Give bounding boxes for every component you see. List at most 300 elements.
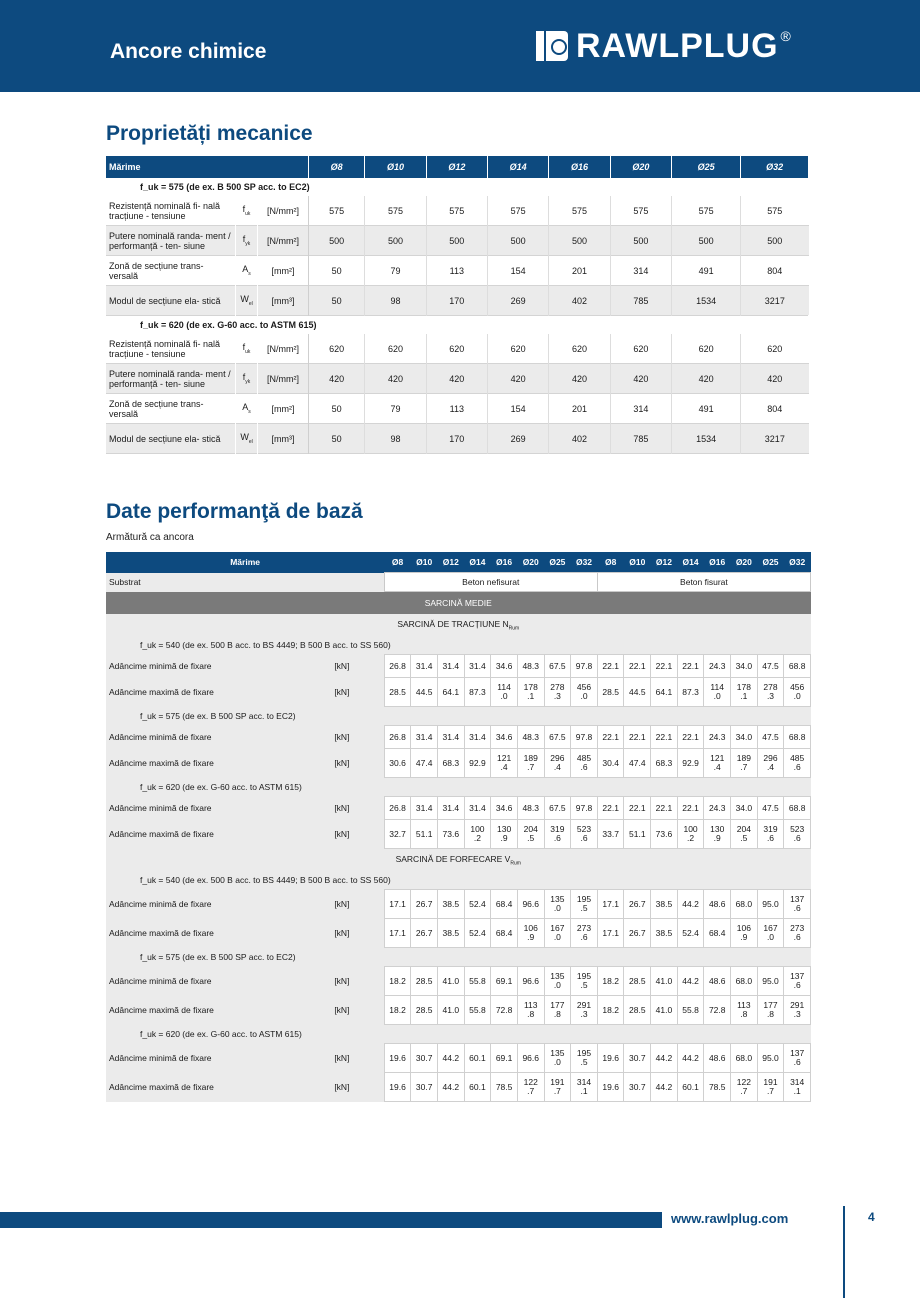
table-row bbox=[106, 364, 809, 394]
table-cell bbox=[544, 919, 571, 948]
table-cell: 26.7 bbox=[624, 890, 651, 919]
header-size: Ø14 bbox=[677, 552, 704, 573]
cell-line-2: .7 bbox=[740, 762, 748, 772]
cell-line-2: .9 bbox=[500, 833, 508, 843]
cell-line-2: .7 bbox=[553, 1086, 561, 1096]
table-cell bbox=[677, 820, 704, 849]
load-caption-row bbox=[106, 849, 811, 872]
table-cell: 98 bbox=[365, 424, 426, 454]
cell-line-1: 100 bbox=[470, 824, 485, 834]
table-cell bbox=[571, 678, 598, 707]
table-row bbox=[106, 890, 811, 919]
table-cell: 22.1 bbox=[624, 726, 651, 749]
cell-line-2: .6 bbox=[793, 932, 801, 942]
table-cell bbox=[544, 749, 571, 778]
table-row bbox=[106, 797, 811, 820]
table-cell bbox=[731, 820, 758, 849]
table-row bbox=[106, 286, 809, 316]
logo-text: RAWLPLUG bbox=[576, 26, 779, 65]
load-caption-text: SARCINĂ DE TRACȚIUNE N bbox=[397, 618, 509, 629]
cell-line-2: .6 bbox=[580, 932, 588, 942]
table-cell: 92.9 bbox=[677, 749, 704, 778]
group-row bbox=[106, 636, 811, 655]
table-cell: 72.8 bbox=[491, 996, 518, 1025]
table-cell: 22.1 bbox=[677, 726, 704, 749]
table-cell bbox=[784, 1073, 811, 1102]
table-cell: 41.0 bbox=[437, 996, 464, 1025]
group-row bbox=[106, 778, 811, 797]
cell-line-2: .4 bbox=[553, 762, 561, 772]
table-cell bbox=[571, 996, 598, 1025]
table-cell bbox=[517, 678, 544, 707]
header-title: Ancore chimice bbox=[110, 40, 267, 63]
table-cell bbox=[731, 919, 758, 948]
table-cell: 420 bbox=[365, 364, 426, 394]
table-cell: 31.4 bbox=[464, 655, 491, 678]
page-header bbox=[0, 0, 920, 92]
table-cell bbox=[704, 749, 731, 778]
group-row bbox=[106, 178, 809, 196]
cell-line-2: .8 bbox=[553, 1009, 561, 1019]
table-cell: 620 bbox=[365, 334, 426, 364]
table-cell: 69.1 bbox=[491, 1044, 518, 1073]
group-title: f_uk = 620 (de ex. G-60 acc. to ASTM 615) bbox=[106, 316, 809, 335]
table-cell: 68.3 bbox=[437, 749, 464, 778]
table-cell: 50 bbox=[309, 256, 365, 286]
table-cell: 575 bbox=[309, 196, 365, 226]
table-cell: 420 bbox=[309, 364, 365, 394]
table-cell: 34.0 bbox=[731, 797, 758, 820]
cell-line-2: .1 bbox=[527, 691, 535, 701]
table-cell: 500 bbox=[741, 226, 809, 256]
cell-line-2: .0 bbox=[553, 903, 561, 913]
row-unit: [kN] bbox=[326, 919, 384, 948]
row-unit: [kN] bbox=[326, 967, 384, 996]
table-cell: 95.0 bbox=[757, 967, 784, 996]
table-cell: 52.4 bbox=[464, 919, 491, 948]
table-cell: 26.8 bbox=[384, 726, 411, 749]
table-cell bbox=[571, 749, 598, 778]
table-cell: 44.2 bbox=[651, 1073, 678, 1102]
cell-line-1: 135 bbox=[550, 894, 565, 904]
table-row bbox=[106, 919, 811, 948]
table-cell: 96.6 bbox=[517, 967, 544, 996]
cell-line-1: 121 bbox=[710, 753, 725, 763]
table-cell: 28.5 bbox=[411, 996, 438, 1025]
cell-line-1: 178 bbox=[523, 682, 538, 692]
table-cell bbox=[731, 678, 758, 707]
cell-line-1: 135 bbox=[550, 971, 565, 981]
cell-line-2: .0 bbox=[766, 932, 775, 942]
cell-line-1: 130 bbox=[496, 824, 512, 834]
table-cell bbox=[704, 678, 731, 707]
table-cell: 500 bbox=[426, 226, 487, 256]
group-title: f_uk = 620 (de ex. G-60 acc. to ASTM 615) bbox=[106, 1025, 811, 1044]
header-size: Ø12 bbox=[651, 552, 678, 573]
cell-line-1: 523 bbox=[576, 824, 592, 834]
table-cell: 314 bbox=[610, 394, 671, 424]
table-cell: 87.3 bbox=[464, 678, 491, 707]
table-cell: 51.1 bbox=[624, 820, 651, 849]
cell-line-1: 167 bbox=[550, 923, 565, 933]
table-cell: 55.8 bbox=[677, 996, 704, 1025]
table-cell: 31.4 bbox=[464, 726, 491, 749]
table-cell: 22.1 bbox=[597, 797, 624, 820]
cell-line-2: .9 bbox=[740, 932, 748, 942]
cell-line-1: 106 bbox=[523, 923, 538, 933]
table-cell bbox=[544, 1073, 571, 1102]
cell-line-2: .4 bbox=[713, 762, 721, 772]
table-cell: 18.2 bbox=[597, 967, 624, 996]
table-cell bbox=[784, 820, 811, 849]
table-cell bbox=[544, 678, 571, 707]
table-cell bbox=[544, 967, 571, 996]
cell-line-1: 523 bbox=[790, 824, 805, 834]
table-cell bbox=[757, 1073, 784, 1102]
table-cell: 18.2 bbox=[597, 996, 624, 1025]
page-number: 4 bbox=[868, 1210, 875, 1224]
cell-line-2: .3 bbox=[766, 691, 775, 701]
cell-line-1: 191 bbox=[550, 1077, 565, 1087]
table-cell: 31.4 bbox=[437, 655, 464, 678]
table-cell: 97.8 bbox=[571, 797, 598, 820]
table-cell: 34.0 bbox=[731, 655, 758, 678]
table-cell: 22.1 bbox=[677, 797, 704, 820]
table-cell bbox=[571, 919, 598, 948]
cell-line-2: .0 bbox=[553, 932, 561, 942]
table-cell: 34.0 bbox=[731, 726, 758, 749]
table-row bbox=[106, 256, 809, 286]
table-row bbox=[106, 1044, 811, 1073]
table-cell: 26.8 bbox=[384, 655, 411, 678]
table-cell: 31.4 bbox=[464, 797, 491, 820]
row-label: Zonă de secțiune trans- versală bbox=[106, 256, 236, 286]
table-header-row bbox=[106, 552, 811, 573]
table-cell bbox=[757, 996, 784, 1025]
header-size: Ø20 bbox=[610, 156, 671, 178]
section-subtitle: Armătură ca ancora bbox=[106, 532, 194, 543]
row-unit: [N/mm²] bbox=[257, 334, 308, 364]
table-cell: 575 bbox=[426, 196, 487, 226]
table-cell: 491 bbox=[672, 394, 741, 424]
table-cell: 30.7 bbox=[411, 1073, 438, 1102]
table-cell bbox=[784, 1044, 811, 1073]
table-cell: 48.3 bbox=[517, 797, 544, 820]
table-cell: 402 bbox=[549, 286, 610, 316]
cell-line-1: 122 bbox=[523, 1077, 538, 1087]
table-cell: 575 bbox=[672, 196, 741, 226]
table-cell bbox=[491, 678, 518, 707]
load-caption bbox=[106, 849, 811, 872]
symbol-main: f bbox=[242, 342, 246, 353]
cell-line-1: 100 bbox=[683, 824, 698, 834]
row-unit: [kN] bbox=[326, 1073, 384, 1102]
group-row bbox=[106, 871, 811, 890]
symbol-sub: yk bbox=[245, 240, 251, 247]
cell-line-1: 291 bbox=[576, 1000, 592, 1010]
table-cell: 1534 bbox=[672, 286, 741, 316]
row-label: Modul de secțiune ela- stică bbox=[106, 424, 236, 454]
row-unit: [kN] bbox=[326, 890, 384, 919]
symbol-sub: el bbox=[248, 300, 253, 307]
table-cell: 201 bbox=[549, 394, 610, 424]
table-cell: 38.5 bbox=[437, 919, 464, 948]
table-cell: 60.1 bbox=[464, 1073, 491, 1102]
cell-line-1: 114 bbox=[710, 682, 724, 692]
row-unit: [N/mm²] bbox=[257, 364, 308, 394]
table-cell: 620 bbox=[549, 334, 610, 364]
table-cell: 30.4 bbox=[597, 749, 624, 778]
rawlplug-logo bbox=[536, 26, 791, 66]
load-caption-sub: Rum bbox=[508, 625, 520, 632]
cell-line-1: 456 bbox=[576, 682, 592, 692]
table-cell: 68.0 bbox=[731, 1044, 758, 1073]
table-cell: 154 bbox=[488, 256, 549, 286]
table-cell bbox=[544, 820, 571, 849]
table-cell: 420 bbox=[488, 364, 549, 394]
table-cell: 44.2 bbox=[677, 967, 704, 996]
row-label: Rezistență nominală fi- nală tracțiune - tensiune bbox=[106, 196, 236, 226]
table-cell bbox=[491, 820, 518, 849]
table-cell bbox=[544, 1044, 571, 1073]
table-row bbox=[106, 726, 811, 749]
table-cell: 26.7 bbox=[624, 919, 651, 948]
cell-line-2: .0 bbox=[500, 691, 508, 701]
table-cell: 30.7 bbox=[411, 1044, 438, 1073]
cell-line-1: 291 bbox=[790, 1000, 805, 1010]
symbol-main: A bbox=[242, 402, 249, 413]
table-cell: 47.4 bbox=[411, 749, 438, 778]
cell-line-2: .0 bbox=[793, 691, 801, 701]
table-cell: 38.5 bbox=[437, 890, 464, 919]
table-row bbox=[106, 394, 809, 424]
table-cell: 154 bbox=[488, 394, 549, 424]
table-cell: 420 bbox=[672, 364, 741, 394]
cell-line-2: .8 bbox=[527, 1009, 535, 1019]
table-cell: 47.5 bbox=[757, 726, 784, 749]
cell-line-1: 121 bbox=[496, 753, 512, 763]
cell-line-2: .2 bbox=[473, 833, 481, 843]
table-cell: 50 bbox=[309, 286, 365, 316]
footer-divider bbox=[843, 1206, 845, 1298]
cell-line-2: .8 bbox=[766, 1009, 775, 1019]
table-cell: 19.6 bbox=[597, 1044, 624, 1073]
table-cell: 44.2 bbox=[677, 1044, 704, 1073]
table-cell: 79 bbox=[365, 394, 426, 424]
cell-line-1: 273 bbox=[576, 923, 592, 933]
table-cell: 38.5 bbox=[651, 919, 678, 948]
table-cell bbox=[517, 919, 544, 948]
table-cell: 500 bbox=[549, 226, 610, 256]
row-unit: [mm³] bbox=[257, 286, 308, 316]
header-size-label: Mărime bbox=[106, 552, 384, 573]
row-label: Adâncime minimă de fixare bbox=[106, 1044, 326, 1073]
logo-mark-icon bbox=[536, 29, 570, 63]
table-cell: 96.6 bbox=[517, 1044, 544, 1073]
cell-line-2: .5 bbox=[580, 1057, 588, 1067]
cell-line-1: 135 bbox=[550, 1048, 565, 1058]
table-cell: 26.8 bbox=[384, 797, 411, 820]
table-cell: 34.6 bbox=[491, 655, 518, 678]
symbol-main: A bbox=[242, 264, 249, 275]
table-cell bbox=[757, 678, 784, 707]
table-cell: 52.4 bbox=[677, 919, 704, 948]
table-cell: 47.4 bbox=[624, 749, 651, 778]
table-cell: 30.7 bbox=[624, 1073, 651, 1102]
table-cell: 22.1 bbox=[651, 797, 678, 820]
table-cell bbox=[784, 919, 811, 948]
table-cell: 38.5 bbox=[651, 890, 678, 919]
table-cell bbox=[784, 996, 811, 1025]
cell-line-2: .6 bbox=[580, 762, 588, 772]
table-cell: 26.7 bbox=[411, 919, 438, 948]
table-cell: 31.4 bbox=[411, 655, 438, 678]
average-load-label: SARCINĂ MEDIE bbox=[106, 592, 811, 615]
cell-line-2: .6 bbox=[793, 1057, 801, 1067]
table-cell bbox=[571, 1044, 598, 1073]
table-cell: 95.0 bbox=[757, 1044, 784, 1073]
cell-line-2: .6 bbox=[793, 833, 801, 843]
table-cell: 73.6 bbox=[437, 820, 464, 849]
cell-line-1: 319 bbox=[550, 824, 565, 834]
table-cell bbox=[517, 749, 544, 778]
group-title: f_uk = 575 (de ex. B 500 SP acc. to EC2) bbox=[106, 707, 811, 726]
cell-line-2: .0 bbox=[713, 691, 721, 701]
table-cell: 269 bbox=[488, 424, 549, 454]
table-cell: 48.3 bbox=[517, 726, 544, 749]
cell-line-2: .6 bbox=[793, 980, 801, 990]
cell-line-1: 114 bbox=[497, 682, 511, 692]
header-size: Ø12 bbox=[437, 552, 464, 573]
row-label: Adâncime maximă de fixare bbox=[106, 1073, 326, 1102]
group-title: f_uk = 540 (de ex. 500 B acc. to BS 4449; B 500 B acc. to SS 560) bbox=[106, 636, 811, 655]
table-cell: 68.8 bbox=[784, 726, 811, 749]
cell-line-2: .5 bbox=[527, 833, 535, 843]
header-size: Ø8 bbox=[384, 552, 411, 573]
table-cell bbox=[757, 749, 784, 778]
cell-line-1: 178 bbox=[736, 682, 751, 692]
table-cell: 19.6 bbox=[384, 1044, 411, 1073]
substrate-label: Substrat bbox=[106, 573, 384, 592]
table-cell bbox=[571, 1073, 598, 1102]
cell-line-1: 485 bbox=[576, 753, 592, 763]
symbol bbox=[236, 286, 258, 316]
table-cell: 47.5 bbox=[757, 655, 784, 678]
row-unit: [kN] bbox=[326, 820, 384, 849]
table-cell bbox=[731, 749, 758, 778]
substrate-row bbox=[106, 573, 811, 592]
cell-line-1: 130 bbox=[710, 824, 725, 834]
table-cell: 60.1 bbox=[677, 1073, 704, 1102]
table-cell: 28.5 bbox=[624, 996, 651, 1025]
cell-line-2: .6 bbox=[793, 762, 801, 772]
cell-line-2: .7 bbox=[740, 1086, 748, 1096]
group-row bbox=[106, 316, 809, 335]
table-cell: 785 bbox=[610, 424, 671, 454]
table-cell: 97.8 bbox=[571, 655, 598, 678]
cell-line-2: .0 bbox=[580, 691, 588, 701]
table-cell: 44.2 bbox=[677, 890, 704, 919]
table-cell: 79 bbox=[365, 256, 426, 286]
cell-line-1: 278 bbox=[763, 682, 778, 692]
cell-line-1: 195 bbox=[576, 894, 592, 904]
cell-line-2: .4 bbox=[766, 762, 775, 772]
performance-data-table bbox=[106, 552, 811, 1102]
table-cell bbox=[571, 967, 598, 996]
table-cell bbox=[704, 820, 731, 849]
footer-url[interactable]: www.rawlplug.com bbox=[671, 1211, 789, 1226]
symbol bbox=[236, 334, 258, 364]
table-cell: 420 bbox=[741, 364, 809, 394]
cell-line-2: .5 bbox=[580, 980, 588, 990]
table-cell: 44.2 bbox=[651, 1044, 678, 1073]
table-row bbox=[106, 749, 811, 778]
row-label: Adâncime minimă de fixare bbox=[106, 655, 326, 678]
cell-line-1: 485 bbox=[790, 753, 805, 763]
table-cell: 30.7 bbox=[624, 1044, 651, 1073]
symbol bbox=[236, 226, 258, 256]
table-row bbox=[106, 655, 811, 678]
table-cell: 500 bbox=[365, 226, 426, 256]
table-cell: 44.2 bbox=[437, 1044, 464, 1073]
cell-line-1: 189 bbox=[523, 753, 538, 763]
row-unit: [kN] bbox=[326, 655, 384, 678]
table-cell: 95.0 bbox=[757, 890, 784, 919]
table-cell: 17.1 bbox=[597, 919, 624, 948]
table-cell: 22.1 bbox=[597, 655, 624, 678]
header-size: Ø25 bbox=[757, 552, 784, 573]
cell-line-1: 106 bbox=[736, 923, 751, 933]
cell-line-1: 204 bbox=[736, 824, 751, 834]
table-cell: 68.0 bbox=[731, 890, 758, 919]
header-size: Ø32 bbox=[571, 552, 598, 573]
table-row bbox=[106, 334, 809, 364]
table-cell: 67.5 bbox=[544, 797, 571, 820]
table-cell: 73.6 bbox=[651, 820, 678, 849]
cell-line-1: 137 bbox=[790, 894, 805, 904]
header-size: Ø25 bbox=[672, 156, 741, 178]
table-cell: 402 bbox=[549, 424, 610, 454]
header-size: Ø25 bbox=[544, 552, 571, 573]
table-cell: 491 bbox=[672, 256, 741, 286]
group-title: f_uk = 540 (de ex. 500 B acc. to BS 4449; B 500 B acc. to SS 560) bbox=[106, 871, 811, 890]
table-cell: 33.7 bbox=[597, 820, 624, 849]
table-cell: 48.3 bbox=[517, 655, 544, 678]
table-cell: 19.6 bbox=[384, 1073, 411, 1102]
row-label: Modul de secțiune ela- stică bbox=[106, 286, 236, 316]
table-cell: 78.5 bbox=[491, 1073, 518, 1102]
symbol-sub: yk bbox=[245, 378, 251, 385]
substrate-uncracked: Beton nefisurat bbox=[384, 573, 597, 592]
row-label: Rezistență nominală fi- nală tracțiune - tensiune bbox=[106, 334, 236, 364]
group-row bbox=[106, 948, 811, 967]
table-cell: 41.0 bbox=[651, 967, 678, 996]
table-row bbox=[106, 226, 809, 256]
table-cell: 17.1 bbox=[384, 919, 411, 948]
table-cell: 98 bbox=[365, 286, 426, 316]
row-label: Zonă de secțiune trans- versală bbox=[106, 394, 236, 424]
table-cell bbox=[517, 820, 544, 849]
header-size: Ø12 bbox=[426, 156, 487, 178]
cell-line-1: 137 bbox=[790, 971, 805, 981]
cell-line-2: .0 bbox=[553, 980, 561, 990]
table-cell: 3217 bbox=[741, 286, 809, 316]
table-cell: 17.1 bbox=[384, 890, 411, 919]
cell-line-1: 177 bbox=[763, 1000, 778, 1010]
table-cell: 28.5 bbox=[411, 967, 438, 996]
cell-line-1: 204 bbox=[523, 824, 538, 834]
table-cell: 68.8 bbox=[784, 797, 811, 820]
